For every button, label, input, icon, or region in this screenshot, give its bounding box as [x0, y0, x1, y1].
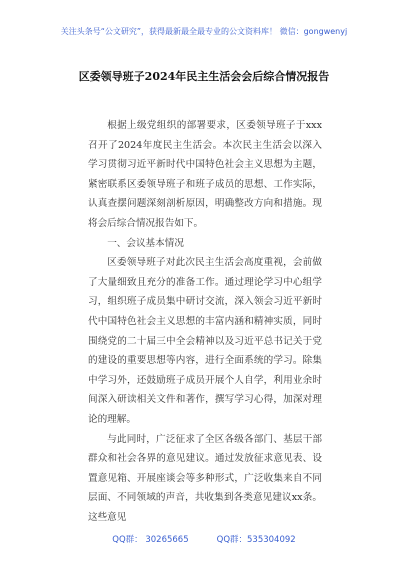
section-heading-meeting-overview: 一、会议基本情况	[107, 237, 184, 249]
footer-qq-group-2: QQ群：535304092	[216, 535, 296, 545]
footer-qq-group-1: QQ群： 30265665	[112, 535, 189, 545]
section-paragraph-preparation: 区委领导班子对此次民主生活会高度重视，会前做了大量细致且充分的准备工作。通过理论学习中心组学习，组织班子成员集中研讨交流，深入领会习近平新时代中国特色社会主义思想的丰富内涵和精神实质，同时围绕党的二十届三中全会精神以及习近平总书记关于党的建设的重要思想等内容，进行全面系统的学习。除集中学习外，还鼓励班子成员开展个人自学，利用业余时间深入研读相关文件和著作，撰写学习心得，加深对理论的理解。	[88, 257, 322, 425]
footer-contact	[0, 534, 408, 546]
promo-banner[interactable]: 关注头条号“公文研究”，获得最新最全最专业的公文资料库！ 微信：gongwenyj	[60, 27, 348, 36]
section-paragraph-feedback: 与此同时，广泛征求了全区各级各部门、基层干部群众和社会各界的意见建议。通过发放征求意见表、设置意见箱、开展座谈会等多种形式，广泛收集来自不同层面、不同领域的声音，共收集到各类意见建议xx条。这些意见	[88, 433, 322, 523]
document-title: 区委领导班子2024年民主生活会会后综合情况报告	[78, 70, 330, 83]
intro-paragraph: 根据上级党组织的部署要求，区委领导班子于xxx召开了2024年度民主生活会。本次民主生活会以深入学习贯彻习近平新时代中国特色社会主义思想为主题，紧密联系区委领导班子和班子成员的思想、工作实际，认真查摆问题深刻剖析原因，明确整改方向和措施。现将会后综合情况报告如下。	[88, 120, 322, 229]
document-body	[88, 116, 322, 527]
